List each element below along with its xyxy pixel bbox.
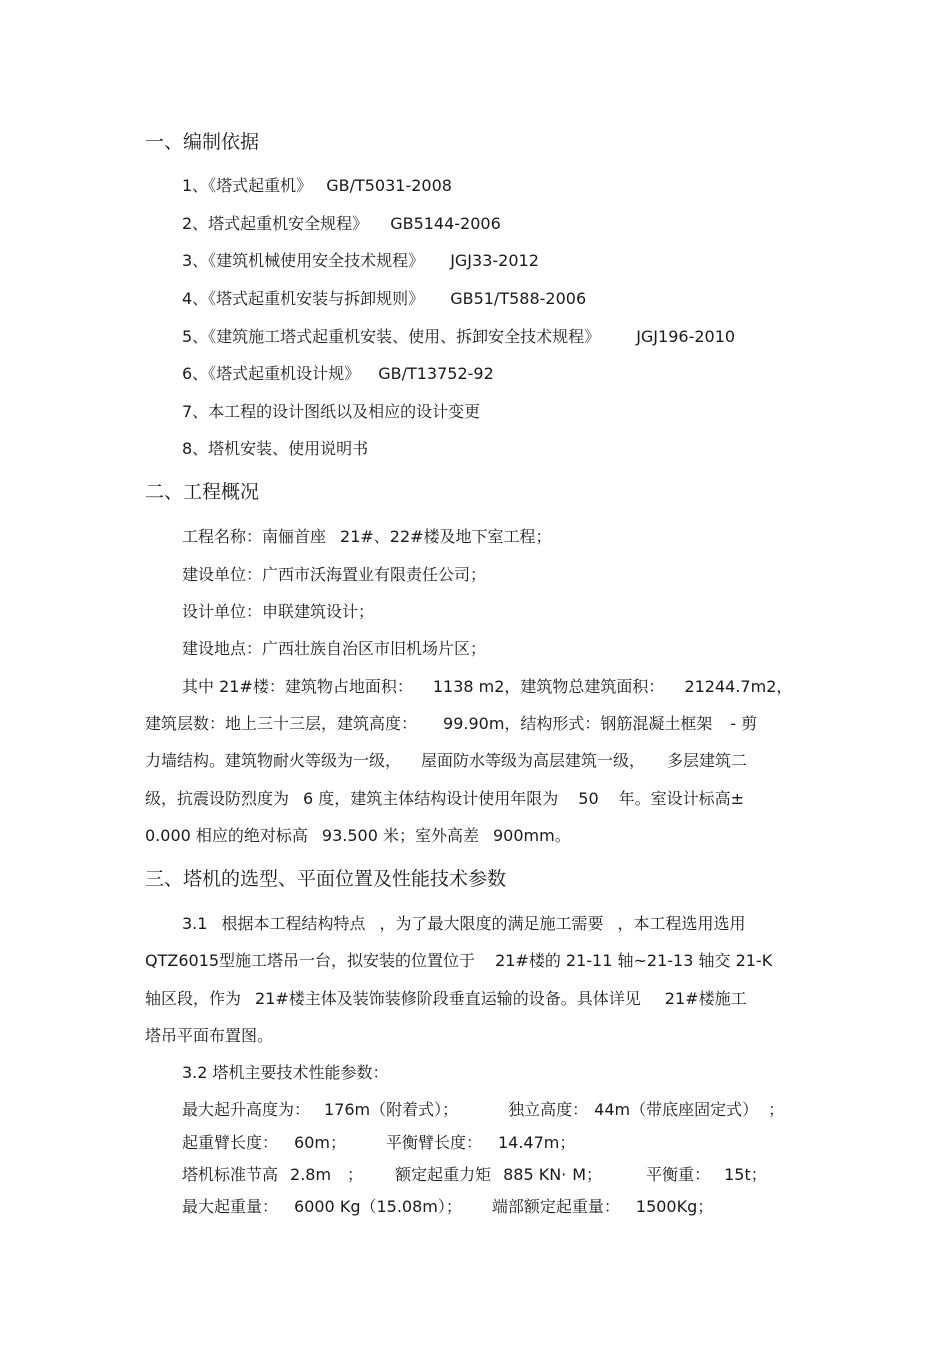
- section-title-overview: 二、工程概况: [145, 481, 260, 503]
- basis-item-1: 1、《塔式起重机》 GB/T5031-2008: [182, 176, 452, 195]
- basis-item-6: 6、《塔式起重机设计规》 GB/T13752-92: [182, 364, 494, 383]
- overview-project-name: 工程名称：南俪首座 21#、22#楼及地下室工程；: [182, 527, 552, 546]
- basis-item-5: 5、《建筑施工塔式起重机安装、使用、拆卸安全技术规程》 JGJ196-2010: [182, 327, 736, 346]
- basis-item-4: 4、《塔式起重机安装与拆卸规则》 GB51/T588-2006: [182, 289, 587, 308]
- params-title: 3.2 塔机主要技术性能参数：: [182, 1063, 389, 1082]
- overview-paragraph-line-1: 其中 21#楼：建筑物占地面积： 1138 m2，建筑物总建筑面积： 21244.7m2，: [182, 677, 793, 696]
- selection-paragraph-line-2: QTZ6015型施工塔吊一台，拟安装的位置位于 21#楼的 21-11 轴~21-13 轴交 21-K: [145, 951, 773, 970]
- basis-item-8: 8、塔机安装、使用说明书: [182, 439, 369, 458]
- params-row-1: 最大起升高度为： 176m（附着式）； 独立高度： 44m（带底座固定式） ；: [182, 1100, 785, 1119]
- params-row-4: 最大起重量： 6000 Kg（15.08m）； 端部额定起重量： 1500Kg；: [182, 1197, 714, 1216]
- overview-paragraph-line-2: 建筑层数：地上三十三层，建筑高度： 99.90m，结构形式：钢筋混凝土框架 - 剪: [145, 714, 758, 733]
- selection-paragraph-line-3: 轴区段，作为 21#楼主体及装饰装修阶段垂直运输的设备。具体详见 21#楼施工: [145, 989, 747, 1008]
- section-title-basis: 一、编制依据: [145, 131, 260, 153]
- overview-paragraph-line-5: 0.000 相应的绝对标高 93.500 米；室外高差 900mm。: [145, 826, 571, 845]
- selection-paragraph-line-1: 3.1 根据本工程结构特点 ，为了最大限度的满足施工需要 ，本工程选用选用: [182, 914, 746, 933]
- basis-item-3: 3、《建筑机械使用安全技术规程》 JGJ33-2012: [182, 251, 539, 270]
- basis-item-7: 7、本工程的设计图纸以及相应的设计变更: [182, 402, 481, 421]
- overview-designer: 设计单位：申联建筑设计；: [182, 602, 375, 621]
- overview-paragraph-line-4: 级，抗震设防烈度为 6 度，建筑主体结构设计使用年限为 50 年。室设计标高±: [145, 789, 745, 808]
- selection-paragraph-line-4: 塔吊平面布置图。: [145, 1026, 274, 1045]
- overview-paragraph-line-3: 力墙结构。建筑物耐火等级为一级， 屋面防水等级为高层建筑一级， 多层建筑二: [145, 751, 748, 770]
- overview-location: 建设地点：广西壮族自治区市旧机场片区；: [182, 639, 487, 658]
- section-title-selection: 三、塔机的选型、平面位置及性能技术参数: [145, 868, 507, 890]
- overview-builder: 建设单位：广西市沃海置业有限责任公司；: [182, 565, 487, 584]
- basis-item-2: 2、塔式起重机安全规程》 GB5144-2006: [182, 214, 501, 233]
- params-row-2: 起重臂长度： 60m； 平衡臂长度： 14.47m；: [182, 1133, 576, 1152]
- params-row-3: 塔机标准节高 2.8m ； 额定起重力矩 885 KN· M； 平衡重： 15t；: [182, 1165, 767, 1184]
